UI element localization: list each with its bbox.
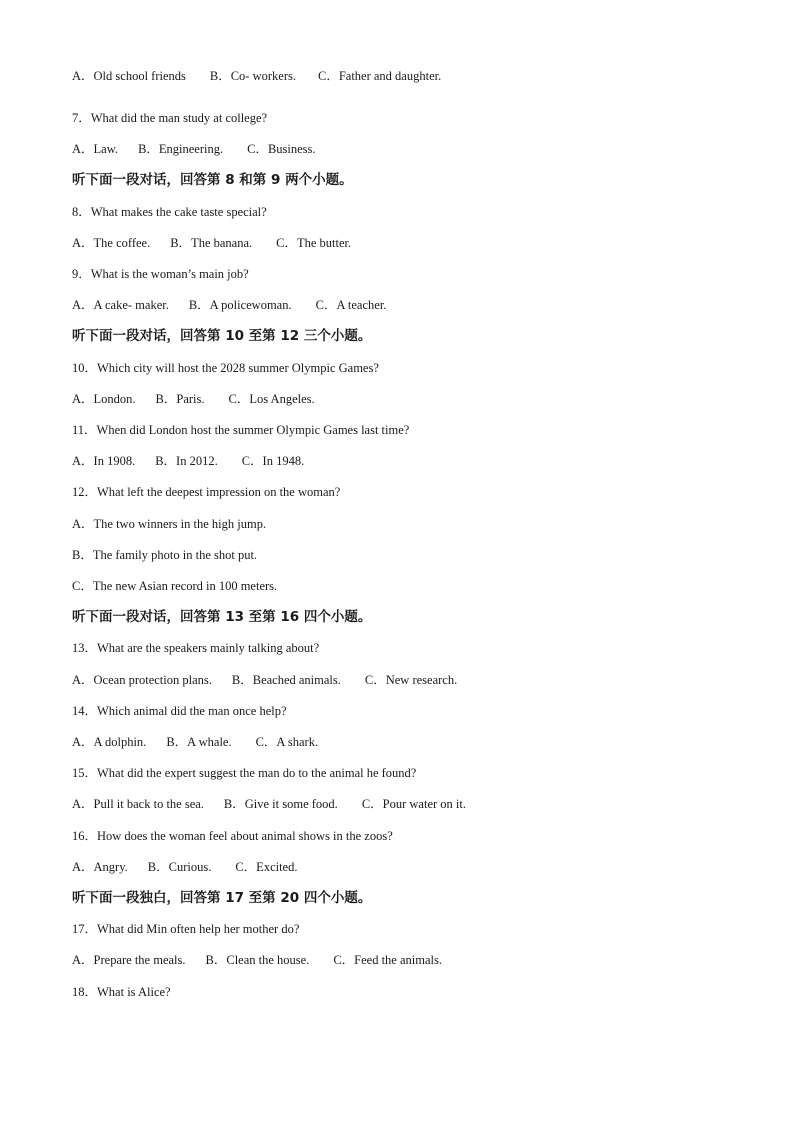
section-heading: 听下面一段对话，回答第 8 和第 9 两个小题。 <box>72 172 353 188</box>
question-text: 11．When did London host the summer Olympic Games last time? <box>72 423 410 437</box>
answer-options-row <box>72 391 315 407</box>
answer-option: B．Beached animals. <box>231 673 341 687</box>
section-heading: 听下面一段独白，回答第 17 至第 20 四个小题。 <box>72 890 372 906</box>
answer-option: B．A whale. <box>166 735 232 749</box>
answer-option: A．The coffee. <box>72 236 151 250</box>
answer-option: A．Prepare the meals. <box>72 953 186 967</box>
answer-option: C．Pour water on it. <box>361 797 466 811</box>
answer-option: C．Excited. <box>235 860 298 874</box>
answer-option: B．Give it some food. <box>223 797 338 811</box>
answer-option: C．The butter. <box>276 236 352 250</box>
answer-option: A．Angry. <box>72 860 128 874</box>
answer-option: A．Law. <box>72 142 119 156</box>
answer-option: B．Curious. <box>147 860 212 874</box>
answer-option: B．Engineering. <box>138 142 224 156</box>
answer-option: B．Paris. <box>155 392 205 406</box>
answer-option: C．Father and daughter. <box>317 69 442 83</box>
answer-option: C．Los Angeles. <box>228 392 315 406</box>
question-text: 13．What are the speakers mainly talking about? <box>72 641 320 655</box>
question-text: 14．Which animal did the man once help? <box>72 704 287 718</box>
section-heading: 听下面一段对话，回答第 10 至第 12 三个小题。 <box>72 328 372 344</box>
question-text: A．The two winners in the high jump. <box>72 517 267 531</box>
question-text: 18．What is Alice? <box>72 985 171 999</box>
answer-options-row <box>72 68 441 84</box>
answer-option: B．In 2012. <box>155 454 218 468</box>
question-text: 17．What did Min often help her mother do? <box>72 922 300 936</box>
answer-options-row <box>72 734 318 750</box>
answer-option: A．In 1908. <box>72 454 136 468</box>
question-text: 7．What did the man study at college? <box>72 111 268 125</box>
answer-options-row <box>72 297 386 313</box>
answer-option: A．Pull it back to the sea. <box>72 797 204 811</box>
question-text: 9．What is the woman’s main job? <box>72 267 249 281</box>
answer-option: C．Feed the animals. <box>333 953 442 967</box>
question-text: 15．What did the expert suggest the man do to the animal he found? <box>72 766 417 780</box>
answer-option: C．New research. <box>364 673 458 687</box>
answer-option: A．London. <box>72 392 136 406</box>
answer-option: C．A teacher. <box>315 298 387 312</box>
answer-option: A．A cake- maker. <box>72 298 169 312</box>
question-text: 10．Which city will host the 2028 summer Olympic Games? <box>72 361 379 375</box>
question-text: C．The new Asian record in 100 meters. <box>72 579 278 593</box>
answer-option: B．Co- workers. <box>209 69 296 83</box>
answer-option: C．In 1948. <box>241 454 305 468</box>
answer-options-row <box>72 672 457 688</box>
question-text: 12．What left the deepest impression on the woman? <box>72 485 341 499</box>
answer-option: A．Old school friends <box>72 69 186 83</box>
answer-option: B．The banana. <box>170 236 253 250</box>
section-heading: 听下面一段对话，回答第 13 至第 16 四个小题。 <box>72 609 372 625</box>
question-text: 16．How does the woman feel about animal shows in the zoos? <box>72 829 393 843</box>
answer-options-row <box>72 141 316 157</box>
question-text: 8．What makes the cake taste special? <box>72 205 267 219</box>
answer-options-row <box>72 796 466 812</box>
answer-option: A．A dolphin. <box>72 735 147 749</box>
answer-option: B．Clean the house. <box>205 953 310 967</box>
answer-option: C．A shark. <box>255 735 319 749</box>
answer-option: B．A policewoman. <box>188 298 292 312</box>
answer-options-row <box>72 952 442 968</box>
answer-option: A．Ocean protection plans. <box>72 673 212 687</box>
answer-options-row <box>72 453 304 469</box>
question-text: B．The family photo in the shot put. <box>72 548 258 562</box>
answer-option: C．Business. <box>247 142 316 156</box>
answer-options-row <box>72 859 297 875</box>
answer-options-row <box>72 235 351 251</box>
